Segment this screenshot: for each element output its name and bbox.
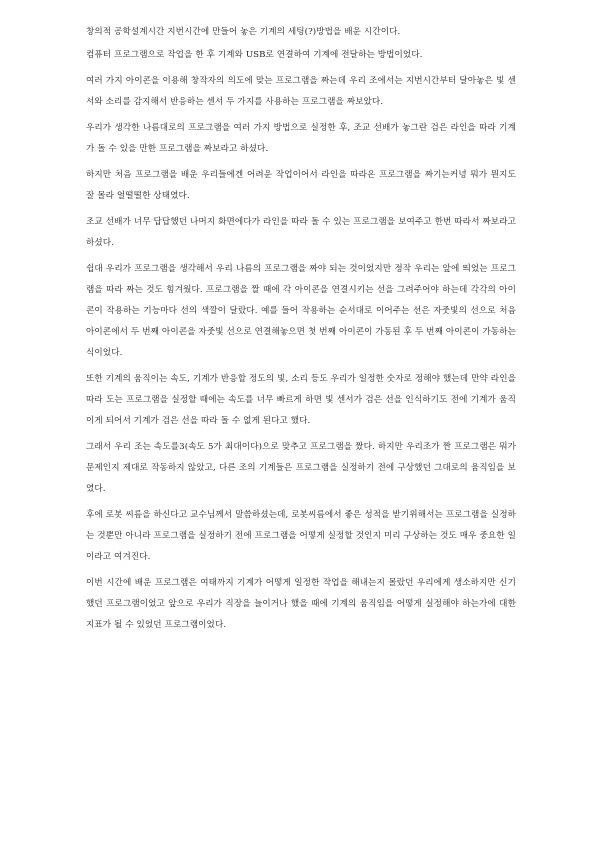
document-body [86,22,516,641]
paragraph-4: 우리가 생각한 나름대로의 프로그램을 여러 가지 방법으로 실정한 후, 조교 선배가 놓그란 검은 라인을 따라 기계가 돌 수 있을 만한 프로그램을 짜보라고 하셨다. [86,123,516,154]
paragraph-10: 후에 로봇 씨름을 하신다고 교수님께서 말씀하셨는데, 로봇씨름에서 좋은 성적을 받기위해서는 프로그램을 실정하는 것뿐만 아니라 프로그램을 실정하기 전에 프로그램을 어떻게 실정할 것인지 미리 구상하는 것도 매우 중요한 일이라고 여겨진다. [86,510,516,562]
paragraph-11: 이번 시간에 배운 프로그램은 여태까지 기계가 어떻게 일정한 작업을 해내는지 몰랐던 우리에게 생소하지만 신기했던 프로그램이었고 앞으로 우리가 직장을 늘이거나 했을 때에 기계의 움직임을 어떻게 실정해야 하는가에 대한 지표가 될 수 있었던 프로그램이었다. [86,578,516,630]
paragraph-8: 또한 기계의 움직이는 속도, 기계가 반응할 정도의 빛, 소리 등도 우리가 일정한 숫자로 정해야 했는데 만약 라인을 따라 도는 프로그램을 실정할 때에는 속도를 너무 빠르게 하면 빛 센서가 검은 선을 인식하기도 전에 기계가 움직이게 되어서 기계가 검은 선을 따라 돌 수 없게 된다고 했다. [86,374,516,426]
paragraph-9: 그래서 우리 조는 속도를3(속도 5가 최대이다)으로 맞추고 프로그램을 짰다. 하지만 우리조가 짠 프로그램은 뭐가 문제인지 제대로 작동하지 않았고, 다른 조의 기계들은 프로그램을 실정하기 전에 구상했던 그대로의 움직임을 보였다. [86,442,516,494]
paragraph-2: 컴퓨터 프로그램으로 작업을 한 후 기계와 USB로 연결하여 기계에 전달하는 방법이었다. [86,50,423,60]
paragraph-6: 조교 선배가 너무 답답했던 나머지 화면에다가 라인을 따라 돌 수 있는 프로그램을 보여주고 한번 따라서 짜보라고 하셨다. [86,217,516,248]
paragraph-1: 창의적 공학설계시간 지번시간에 만들어 놓은 기계의 세팅(?)방법을 배운 시간이다. [86,27,401,37]
paragraph-7: 쉽대 우리가 프로그램을 생각해서 우리 나름의 프로그램을 짜야 되는 것이었지만 정작 우리는 앞에 띄었는 프로그램을 따라 짜는 것도 힘겨웠다. 프로그램을 짤 때에 각 아이콘을 연결시키는 선을 그려주어야 하는데 각각의 아이콘이 작용하는 기능마다 선의 색깔이 달랐다. 예를 들어 작용하는 순서대로 이어주는 선은 자줏빛의 선으로 처음 아이콘에서 두 번째 아이콘을 자줏빛 선으로 연결해놓으면 첫 번째 아이콘이 가동된 후 두 번째 아이콘이 가동하는 식이었다. [86,264,516,358]
paragraph-3: 여러 가지 아이콘을 이용해 창작자의 의도에 맞는 프로그램을 짜는데 우리 조에서는 지번시간부터 달아놓은 빛 센서와 소리를 감지해서 반응하는 센서 두 가지를 사용하는 프로그램을 짜보았다. [86,76,516,107]
paragraph-5: 하지만 처음 프로그램을 배운 우리들에겐 어려운 작업이어서 라인을 따라온 프로그램을 짜기는커녕 뭐가 뭔지도 잘 몰라 얼떨떨한 상태였다. [86,170,516,201]
